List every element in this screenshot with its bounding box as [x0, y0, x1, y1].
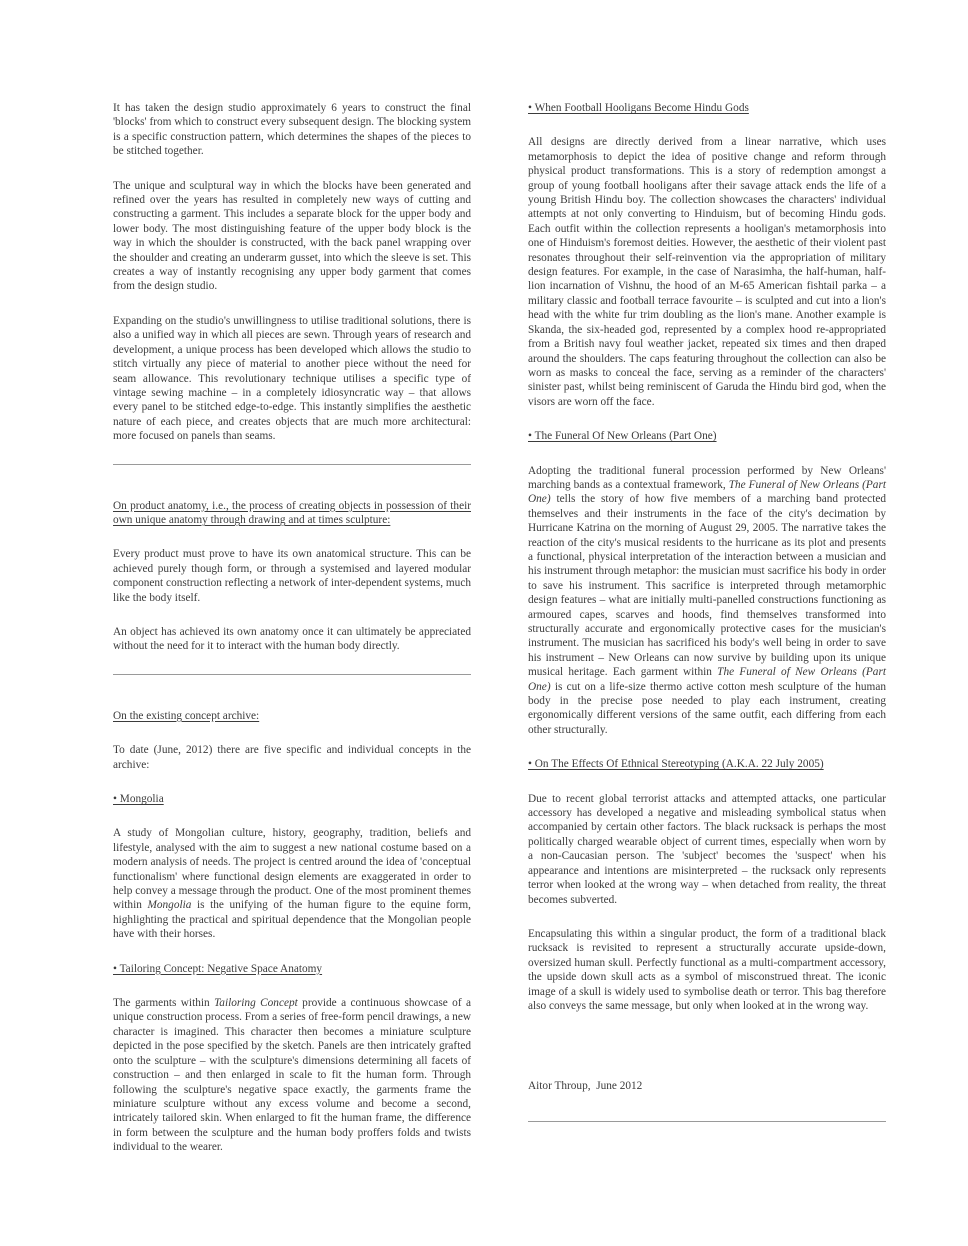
right-column — [528, 101, 886, 1122]
paragraph-blocking-system: It has taken the design studio approximately 6 years to construct the final 'blocks' from which to construct every subsequent design. The blocking system is a specific construction pattern, which determines the shapes of the pieces to be stitched together. — [113, 102, 471, 158]
paragraph-stereotyping-rucksack: Due to recent global terrorist attacks and attempted attacks, one particular accessory has developed a negative and misleading symbolical status when accompanied by certain other factors. The black rucksack is perhaps the most politically charged wearable object of current times, especially when worn by a non-Caucasian person. The 'subject' becomes the 'suspect' when his appearance and intentions are misinterpreted – the rucksack only represents terror when looked at the wrong way – when detached from reality, the threat becomes subverted. — [528, 792, 886, 906]
paragraph-tailoring: The garments within Tailoring Concept provide a continuous showcase of a unique construction process. From a series of free-form pencil drawings, a new character is imagined. This character then becomes a miniature sculpture depicted in the pose specified by the sketch. Panels are then intricately grafted onto the sculpture – with the sculpture's dimensions determining all facets of construction – and then enlarged in scale to fit the human form. Through following the sculpture's negative space exactly, the garments frame the miniature sculpture without any excess volume and become a second, intricately tailored skin. When enlarged to fit the human frame, the difference in form between the sculpture and the human body proffers folds and twists individual to the wearer. — [113, 997, 471, 1154]
concept-heading-funeral: • The Funeral Of New Orleans (Part One) — [528, 430, 717, 443]
paragraph-anatomical-structure: Every product must prove to have its own anatomical structure. This can be achieved purely though form, or through a systemised and layered modular component construction reflecting a network of inter-dependent systems, much like the body itself. — [113, 548, 471, 604]
divider — [113, 674, 471, 675]
paragraph-archive-intro: To date (June, 2012) there are five specific and individual concepts in the archive: — [113, 744, 471, 771]
paragraph-mongolia: A study of Mongolian culture, history, geography, tradition, beliefs and lifestyle, analysed with the aim to suggest a new national costume based on a modern analysis of needs. The project is centred around the idea of 'conceptual functionalism' where functional design elements are exaggerated in order to help convey a message through the product. One of the most prominent themes within Mongolia is the unifying of the human figure to the equine form, highlighting the practical and spiritual dependence that the Mongolian people have with their horses. — [113, 827, 471, 941]
section-heading-product-anatomy: On product anatomy, i.e., the process of creating objects in possession of their own unique anatomy through drawing and at times sculpture: — [113, 499, 471, 526]
concept-heading-stereotyping: • On The Effects Of Ethnical Stereotyping (A.K.A. 22 July 2005) — [528, 758, 824, 771]
paragraph-stereotyping-skull: Encapsulating this within a singular product, the form of a traditional black rucksack is revisited to represent a structurally accurate upside-down, oversized human skull. Perfectly functional as a multi-compartment accessory, the upside down skull acts as a symbol of misconstrued threat. The iconic image of a skull is widely used to symbolise death or terror. This bag therefore also conveys the same message, but only when looked at in the wrong way. — [528, 927, 886, 1012]
divider — [528, 1121, 886, 1122]
concept-heading-tailoring: • Tailoring Concept: Negative Space Anatomy — [113, 962, 323, 975]
left-column — [113, 101, 471, 1175]
concept-heading-mongolia: • Mongolia — [113, 793, 164, 805]
paragraph-object-anatomy: An object has achieved its own anatomy once it can ultimately be appreciated without the need for it to interact with the human body directly. — [113, 625, 471, 653]
section-heading-concept-archive: On the existing concept archive: — [113, 709, 260, 722]
signature: Aitor Throup, June 2012 — [528, 1080, 643, 1093]
paragraph-block-generation: The unique and sculptural way in which the blocks have been generated and refined over the years has resulted in completely new ways of cutting and constructing a garment. This includes a separate block for the upper body and lower body. The most distinguishing feature of the upper body block is the way in which the shoulder is constructed, with the back panel wrapping over the shoulder and creating an underarm gusset, into which the sleeve is set. This creates a way of instantly recognising any upper body garment that comes from the design studio. — [113, 179, 471, 293]
concept-heading-hooligans: • When Football Hooligans Become Hindu Gods — [528, 102, 749, 114]
paragraph-funeral: Adopting the traditional funeral procession performed by New Orleans' marching bands as a contextual framework, The Funeral of New Orleans (Part One) tells the story of how five members of a marching band protected themselves and their instruments in the face of the city's decimation by Hurricane Katrina on the morning of August 29, 2005. The narrative takes the reaction of the city's musical residents to the hurricane as its plot and presents a functional, physical interpretation of the interaction between a musician and his instrument through metaphor: the musician must sacrifice his body in order to save his instrument. This sacrifice is interpreted through metamorphic design features – what are initially multi-panelled constructions functioning as armoured capes, scarves and hoods, find themselves transformed into structurally accurate and ergonomically protective cases for the musician's instrument. The musician has sacrificed his body's well being in order to save his instrument – New Orleans can now survive by building upon its unique musical heritage. Each garment within The Funeral of New Orleans (Part One) is cut on a life-size thermo active cotton mesh sculpture of the human body in the precise pose needed to play each instrument, creating ergonomically different versions of the same outfit, each differing from each other structurally. — [528, 464, 886, 736]
paragraph-hooligans: All designs are directly derived from a linear narrative, which uses metamorphosis to depict the idea of positive change and reform through physical product transformations. This is a story of redemption amongst a group of young football hooligans after their savage attack ends the life of a young British Hindu boy. The collection showcases the characters' individual attempts at not only converting to Hinduism, but of becoming Hindu gods. Each outfit within the collection represents a hooligan's metamorphosis into one of Hinduism's foremost deities. However, the aesthetic of their violent past resonates throughout their self-reinvention via the appropriation of military design features. For example, in the case of Narasimha, the half-human, half-lion incarnation of Vishnu, the hood of an M-65 American fishtail parka – a military classic and football terrace favourite – is sculpted and cut into a lion's head with the white fur trim doubling as the lion's mane. Another example is Skanda, the six-headed god, represented by a complex hood re-appropriated from a British navy foul weather jacket, repeated six times and then draped around the shoulders. The caps featuring throughout the collection can also be worn as masks to conceal the face, serving as a reminder of the characters' sinister past, whilst being reminiscent of Garuda the Hindu bird god, when the visors are worn off the face. — [528, 136, 886, 408]
divider — [113, 464, 471, 465]
paragraph-stitching-technique: Expanding on the studio's unwillingness to utilise traditional solutions, there is also a unified way in which all pieces are sewn. Through years of research and development, a unique process has been developed which allows the studio to stitch virtually any piece of material to another piece without the need for seam allowance. This revolutionary technique utilises a specific type of vintage sewing machine – in a completely idiosyncratic way – that allows every panel to be stitched edge-to-edge. This instantly simplifies the aesthetic nature of each piece, and creates objects that are much more architectural: more focused on panels than seams. — [113, 314, 471, 443]
